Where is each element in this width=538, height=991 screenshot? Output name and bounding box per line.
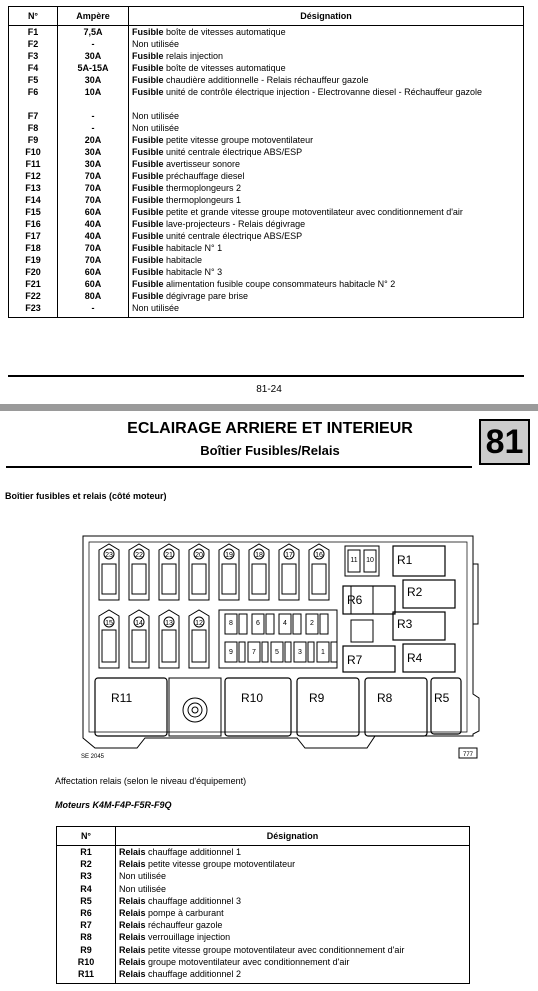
page-number: 81-24 xyxy=(256,384,282,395)
col-header-number: N° xyxy=(9,7,58,26)
designation-text: chaudière additionnelle - Relais réchauffeur gazole xyxy=(163,75,369,85)
relay-number: R4 xyxy=(57,883,116,895)
fuse-designation xyxy=(129,278,524,290)
relay-number: R1 xyxy=(57,846,116,859)
designation-type: Fusible xyxy=(132,291,164,301)
table-row xyxy=(9,74,524,86)
fuse-label: 17 xyxy=(285,552,293,559)
relay-r9 xyxy=(297,678,359,736)
relay-designation xyxy=(116,870,470,882)
fuse-ampere: 7,5A xyxy=(58,26,129,39)
table-row xyxy=(57,907,470,919)
fuse-table-body xyxy=(9,26,524,318)
table-row xyxy=(57,968,470,984)
relay-designation xyxy=(116,895,470,907)
table-row xyxy=(9,242,524,254)
designation-text: verrouillage injection xyxy=(145,932,231,943)
fuse-number: F7 xyxy=(9,110,58,122)
fuse-slot-12 xyxy=(189,610,209,668)
table-row xyxy=(57,883,470,895)
relay-number: R11 xyxy=(57,968,116,984)
col-header-ampere: Ampère xyxy=(58,7,129,26)
fuse-label: 11 xyxy=(350,557,358,564)
fuse-designation xyxy=(129,158,524,170)
relay-number: R9 xyxy=(57,944,116,956)
fuse-label: 12 xyxy=(195,620,203,627)
table-row xyxy=(9,50,524,62)
designation-text: Non utilisée xyxy=(132,111,180,121)
relay-designation xyxy=(116,883,470,895)
fuse-ampere: - xyxy=(58,122,129,134)
housing-tab xyxy=(473,564,478,624)
relay-note: Affectation relais (selon le niveau d'équipement) xyxy=(55,776,247,786)
relay-r11 xyxy=(95,678,167,736)
fuse-ampere: 5A-15A xyxy=(58,62,129,74)
col-header-designation: Désignation xyxy=(116,827,470,846)
relay-label: R3 xyxy=(397,617,413,631)
relay-designation xyxy=(116,956,470,968)
fuse-number: F1 xyxy=(9,26,58,39)
fuse-ampere: 70A xyxy=(58,170,129,182)
fuse-label: 23 xyxy=(105,552,113,559)
designation-text: Non utilisée xyxy=(119,883,167,894)
designation-text: habitacle N° 1 xyxy=(163,243,223,253)
relay-number: R2 xyxy=(57,858,116,870)
table-row xyxy=(9,266,524,278)
table-row xyxy=(9,170,524,182)
fuse-ampere: - xyxy=(58,38,129,50)
page-title: ECLAIRAGE ARRIERE ET INTERIEUR xyxy=(127,420,413,437)
designation-text: petite vitesse groupe motoventilateur avec conditionnement d'air xyxy=(145,944,405,955)
relay-designation xyxy=(116,846,470,859)
fuse-ampere: 60A xyxy=(58,206,129,218)
designation-text: petite vitesse groupe motoventilateur xyxy=(163,135,314,145)
mini-fuse-label: 1 xyxy=(321,649,325,656)
fuse-number: F9 xyxy=(9,134,58,146)
relay-table xyxy=(56,826,470,984)
relay-label: R4 xyxy=(407,651,423,665)
designation-text: boîte de vitesses automatique xyxy=(163,27,286,37)
fuse-number: F16 xyxy=(9,218,58,230)
fuse-label: 21 xyxy=(165,552,173,559)
diagram-ref-code: SE 2045 xyxy=(81,754,105,760)
fuse-slot-15 xyxy=(99,610,119,668)
table-row xyxy=(9,86,524,110)
relay-designation xyxy=(116,944,470,956)
relay-r8 xyxy=(365,678,427,736)
table-row xyxy=(9,290,524,302)
fuse-number: F23 xyxy=(9,302,58,318)
designation-type: Fusible xyxy=(132,195,164,205)
fuse-ampere: 30A xyxy=(58,74,129,86)
fuse-designation xyxy=(129,62,524,74)
relay-label: R11 xyxy=(111,691,133,705)
fuse-designation xyxy=(129,218,524,230)
table-row xyxy=(9,206,524,218)
fuse-number: F10 xyxy=(9,146,58,158)
relay-number: R10 xyxy=(57,956,116,968)
designation-text: habitacle N° 3 xyxy=(163,267,223,277)
designation-text: relais injection xyxy=(163,51,224,61)
relay-table-body xyxy=(57,846,470,984)
relay-label: R9 xyxy=(309,691,325,705)
relay-label: R7 xyxy=(347,653,363,667)
table-row xyxy=(9,182,524,194)
fuse-label: 20 xyxy=(195,552,203,559)
mini-fuse-label: 7 xyxy=(252,649,256,656)
fuse-label: 18 xyxy=(255,552,263,559)
fuse-designation xyxy=(129,86,524,110)
designation-text: Non utilisée xyxy=(132,303,180,313)
designation-type: Fusible xyxy=(132,27,164,37)
page-subtitle: Boîtier Fusibles/Relais xyxy=(200,443,340,458)
fuse-number: F4 xyxy=(9,62,58,74)
divider-line xyxy=(8,375,524,377)
designation-type: Fusible xyxy=(132,267,164,277)
fuse-ampere: 70A xyxy=(58,254,129,266)
fuse-number: F15 xyxy=(9,206,58,218)
table-row xyxy=(9,218,524,230)
fuse-ampere: 70A xyxy=(58,182,129,194)
fuse-number: F20 xyxy=(9,266,58,278)
designation-text: Non utilisée xyxy=(132,123,180,133)
relay-number: R6 xyxy=(57,907,116,919)
designation-text: unité centrale électrique ABS/ESP xyxy=(163,231,303,241)
fuse-ampere: 60A xyxy=(58,266,129,278)
relay-label: R8 xyxy=(377,691,393,705)
relay-label: R5 xyxy=(434,691,450,705)
table-row xyxy=(57,944,470,956)
relay-label: R1 xyxy=(397,553,413,567)
fuse-ampere: 40A xyxy=(58,230,129,242)
table-row xyxy=(57,895,470,907)
designation-type: Fusible xyxy=(132,51,164,61)
designation-text: unité centrale électrique ABS/ESP xyxy=(163,147,303,157)
fuse-label: 19 xyxy=(225,552,233,559)
table-row xyxy=(9,26,524,39)
designation-type: Relais xyxy=(119,956,146,967)
fuse-designation xyxy=(129,302,524,318)
designation-text: thermoplongeurs 2 xyxy=(163,183,242,193)
designation-text: réchauffeur gazole xyxy=(145,920,223,931)
designation-text: Non utilisée xyxy=(132,39,180,49)
fuse-slot-14 xyxy=(129,610,149,668)
mini-fuse-label: 6 xyxy=(256,620,260,627)
table-row xyxy=(9,254,524,266)
designation-type: Fusible xyxy=(132,63,164,73)
designation-type: Fusible xyxy=(132,183,164,193)
fuse-ampere: 10A xyxy=(58,86,129,110)
table-row xyxy=(9,62,524,74)
designation-type: Fusible xyxy=(132,75,164,85)
table-row xyxy=(57,956,470,968)
fuse-number: F5 xyxy=(9,74,58,86)
relay-label: R6 xyxy=(347,593,363,607)
fuse-designation xyxy=(129,254,524,266)
designation-text: Non utilisée xyxy=(119,871,167,882)
table-row xyxy=(57,870,470,882)
bolt-terminal xyxy=(183,698,207,722)
designation-text: groupe motoventilateur avec conditionnement d'air xyxy=(145,956,350,967)
designation-text: chauffage additionnel 3 xyxy=(145,895,241,906)
designation-text: petite vitesse groupe motoventilateur xyxy=(145,859,296,870)
relay-number: R5 xyxy=(57,895,116,907)
fuse-label: 22 xyxy=(135,552,143,559)
relay-label: R10 xyxy=(241,691,264,705)
relay-designation xyxy=(116,907,470,919)
col-header-number: N° xyxy=(57,827,116,846)
table-row xyxy=(9,38,524,50)
designation-text: dégivrage pare brise xyxy=(163,291,249,301)
table-row xyxy=(9,194,524,206)
table-row xyxy=(57,931,470,943)
designation-type: Fusible xyxy=(132,219,164,229)
designation-text: avertisseur sonore xyxy=(163,159,241,169)
mini-fuse-label: 5 xyxy=(275,649,279,656)
fuse-ampere: 80A xyxy=(58,290,129,302)
fuse-number: F14 xyxy=(9,194,58,206)
fuse-designation xyxy=(129,26,524,39)
relay-number: R3 xyxy=(57,870,116,882)
relay-designation xyxy=(116,858,470,870)
designation-type: Fusible xyxy=(132,147,164,157)
mini-fuse-label: 2 xyxy=(310,620,314,627)
relay-r10 xyxy=(225,678,291,736)
designation-text: boîte de vitesses automatique xyxy=(163,63,286,73)
fuse-number: F11 xyxy=(9,158,58,170)
designation-text: unité de contrôle électrique injection - Electrovanne diesel - Réchauffeur gazole xyxy=(163,87,483,97)
fuse-number: F8 xyxy=(9,122,58,134)
fuse-designation xyxy=(129,38,524,50)
designation-text: habitacle xyxy=(163,255,203,265)
fuse-label: 10 xyxy=(366,557,374,564)
fuse-slot-13 xyxy=(159,610,179,668)
fuse-ampere: 70A xyxy=(58,242,129,254)
table-row xyxy=(57,846,470,859)
fuse-designation xyxy=(129,230,524,242)
fuse-designation xyxy=(129,134,524,146)
table-row xyxy=(57,919,470,931)
col-header-designation: Désignation xyxy=(129,7,524,26)
fuse-number: F13 xyxy=(9,182,58,194)
fuse-label: 15 xyxy=(105,620,113,627)
fuse-designation xyxy=(129,170,524,182)
fuse-number: F3 xyxy=(9,50,58,62)
designation-text: chauffage additionnel 2 xyxy=(145,968,241,979)
fuse-designation xyxy=(129,50,524,62)
fuse-label: 14 xyxy=(135,620,143,627)
fuse-ampere: 20A xyxy=(58,134,129,146)
fuse-number: F12 xyxy=(9,170,58,182)
designation-type: Relais xyxy=(119,932,146,943)
designation-type: Fusible xyxy=(132,171,164,181)
fuse-designation xyxy=(129,122,524,134)
fuse-number: F2 xyxy=(9,38,58,50)
table-row xyxy=(9,134,524,146)
fuse-number: F18 xyxy=(9,242,58,254)
fuse-number: F19 xyxy=(9,254,58,266)
fuse-label: 13 xyxy=(165,620,173,627)
fuse-number: F22 xyxy=(9,290,58,302)
section-badge: 81 xyxy=(479,419,530,465)
relay-number: R7 xyxy=(57,919,116,931)
designation-type: Relais xyxy=(119,859,146,870)
fuse-box-diagram xyxy=(75,526,480,766)
table-row xyxy=(9,278,524,290)
fuse-table xyxy=(8,6,524,318)
table-row xyxy=(9,122,524,134)
mini-fuse-label: 8 xyxy=(229,620,233,627)
small-socket xyxy=(351,620,373,642)
relay-designation xyxy=(116,931,470,943)
designation-type: Relais xyxy=(119,968,146,979)
fuse-designation xyxy=(129,290,524,302)
designation-text: lave-projecteurs - Relais dégivrage xyxy=(163,219,306,229)
fuse-ampere: 40A xyxy=(58,218,129,230)
fuse-designation xyxy=(129,242,524,254)
table-row xyxy=(9,110,524,122)
fuse-ampere: - xyxy=(58,302,129,318)
designation-type: Relais xyxy=(119,895,146,906)
diagram-caption: Boîtier fusibles et relais (côté moteur) xyxy=(5,491,167,501)
designation-type: Relais xyxy=(119,907,146,918)
relay-number: R8 xyxy=(57,931,116,943)
designation-type: Fusible xyxy=(132,231,164,241)
designation-type: Fusible xyxy=(132,255,164,265)
designation-text: pompe à carburant xyxy=(145,907,224,918)
designation-text: petite et grande vitesse groupe motoventilateur avec conditionnement d'air xyxy=(163,207,463,217)
relay-designation xyxy=(116,919,470,931)
designation-text: chauffage additionnel 1 xyxy=(145,847,241,857)
diagram-ref-box-label: 777 xyxy=(462,752,474,758)
designation-type: Fusible xyxy=(132,87,164,97)
relay-label: R2 xyxy=(407,585,423,599)
designation-text: alimentation fusible coupe consommateurs habitacle N° 2 xyxy=(163,279,396,289)
fuse-ampere: 70A xyxy=(58,194,129,206)
designation-type: Fusible xyxy=(132,279,164,289)
relay-designation xyxy=(116,968,470,984)
fuse-ampere: 60A xyxy=(58,278,129,290)
designation-type: Fusible xyxy=(132,159,164,169)
designation-type: Fusible xyxy=(132,243,164,253)
table-row xyxy=(9,302,524,318)
fuse-designation xyxy=(129,74,524,86)
table-row xyxy=(9,230,524,242)
fuse-ampere: 30A xyxy=(58,50,129,62)
fuse-ampere: - xyxy=(58,110,129,122)
fuse-designation xyxy=(129,194,524,206)
designation-type: Relais xyxy=(119,847,146,857)
designation-type: Fusible xyxy=(132,207,164,217)
designation-text: préchauffage diesel xyxy=(163,171,245,181)
fuse-designation xyxy=(129,206,524,218)
fuse-designation xyxy=(129,110,524,122)
table-row xyxy=(57,858,470,870)
fuse-number: F21 xyxy=(9,278,58,290)
fuse-number: F17 xyxy=(9,230,58,242)
fuse-ampere: 30A xyxy=(58,146,129,158)
fuse-label: 16 xyxy=(315,552,323,559)
page-separator-bar xyxy=(0,404,538,411)
fuse-ampere: 30A xyxy=(58,158,129,170)
engine-models: Moteurs K4M-F4P-F5R-F9Q xyxy=(55,800,172,810)
relay-r5 xyxy=(431,678,461,734)
fuse-number: F6 xyxy=(9,86,58,110)
header-underline xyxy=(6,466,472,468)
fuse-designation xyxy=(129,182,524,194)
table-row xyxy=(9,146,524,158)
fuse-designation xyxy=(129,266,524,278)
mini-fuse-label: 3 xyxy=(298,649,302,656)
designation-type: Fusible xyxy=(132,135,164,145)
fuse-designation xyxy=(129,146,524,158)
table-row xyxy=(9,158,524,170)
designation-text: thermoplongeurs 1 xyxy=(163,195,242,205)
mini-fuse-label: 4 xyxy=(283,620,287,627)
designation-type: Relais xyxy=(119,920,146,931)
designation-type: Relais xyxy=(119,944,146,955)
mini-fuse-label: 9 xyxy=(229,649,233,656)
